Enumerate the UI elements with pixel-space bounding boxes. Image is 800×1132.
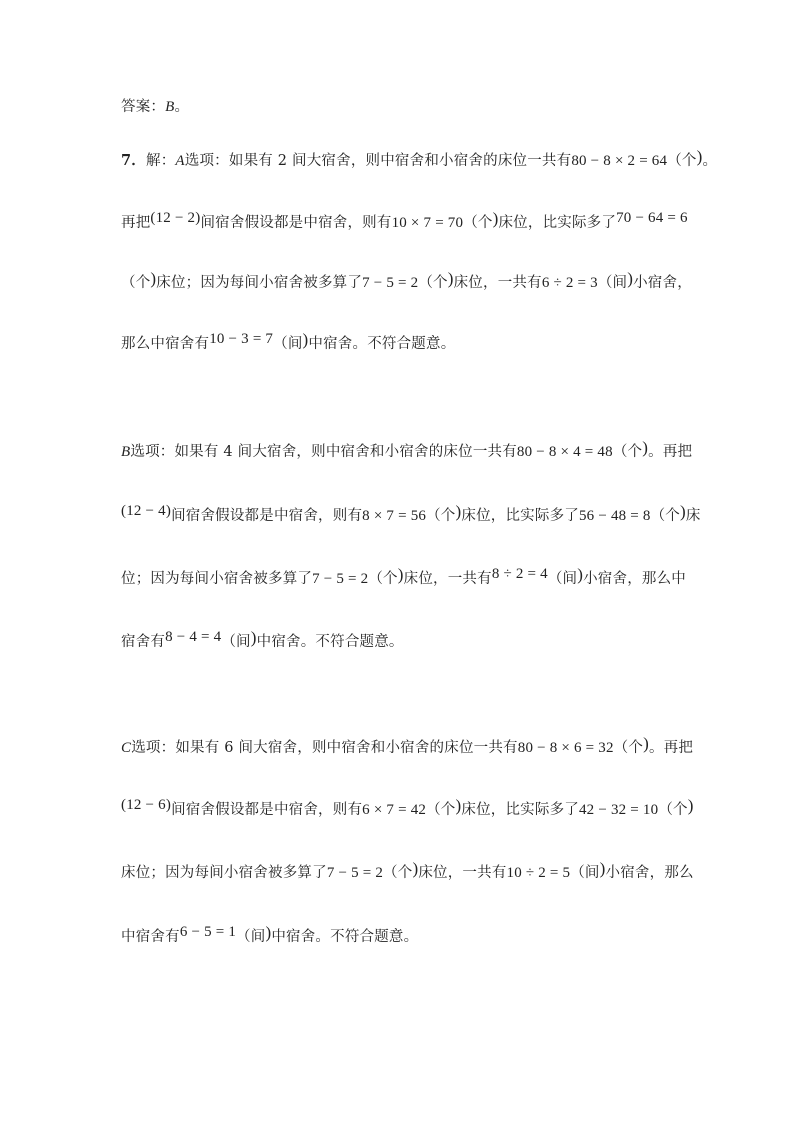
math-expression: 8 − 4 = 4: [165, 629, 222, 645]
math-expression: 80 − 8 × 4 = 48: [516, 444, 613, 460]
paren: ): [455, 502, 462, 521]
text: 。: [702, 153, 718, 169]
text: 间宿舍假设都是中宿舍，则有: [171, 802, 363, 818]
text: 床位，一共有: [418, 865, 507, 881]
paren: ): [627, 269, 634, 288]
math-expression: 42 − 32 = 10: [578, 802, 659, 818]
text: 中宿舍。不符合题意。: [308, 336, 456, 352]
paren: ): [492, 209, 499, 228]
option-c-line-3: [121, 859, 721, 883]
text: 选项：如果有 2 间大宿舍，则中宿舍和小宿舍的床位一共有: [184, 153, 572, 169]
unit: （个: [667, 153, 697, 169]
math-expression: 6 × 7 = 42: [362, 802, 427, 818]
text: 选项：如果有 4 间大宿舍，则中宿舍和小宿舍的床位一共有: [130, 444, 517, 460]
option-c-line-4: [121, 923, 721, 947]
text: 床: [685, 508, 701, 524]
paren: ): [447, 269, 454, 288]
text: 小宿舍，那么中: [583, 571, 687, 587]
option-c-line-2: [121, 796, 721, 820]
text: 位；因为每间小宿舍被多算了: [121, 571, 313, 587]
option-letter: A: [175, 153, 185, 169]
option-letter: B: [121, 444, 131, 460]
answer-label: 答案：: [121, 99, 166, 115]
unit: （间: [570, 865, 600, 881]
option-a-line-2: [121, 209, 721, 233]
unit: （间: [597, 275, 628, 291]
option-a-line-3: [121, 269, 721, 293]
text: 床位，比实际多了: [461, 508, 579, 524]
text: 中宿舍有: [121, 929, 180, 945]
text: 床位；因为每间小宿舍被多算了: [121, 865, 327, 881]
unit: （个: [121, 275, 151, 291]
paren: ): [680, 502, 686, 521]
math-expression: 10 × 7 = 70: [391, 215, 464, 231]
solution-lead: 解：: [146, 153, 176, 169]
unit: （个: [612, 444, 643, 460]
math-expression: (12 − 4): [121, 503, 172, 519]
answer-line: [121, 97, 721, 117]
unit: （个: [426, 802, 456, 818]
text: 小宿舍，: [633, 275, 692, 291]
text: 间宿舍假设都是中宿舍，则有: [200, 215, 392, 231]
option-b-line-3: [121, 565, 721, 589]
text: 中宿舍。不符合题意。: [271, 929, 419, 945]
unit: （个: [383, 865, 413, 881]
paren: ): [302, 330, 309, 349]
paren: ): [397, 565, 404, 584]
option-a-line-4: [121, 330, 721, 354]
problem-number: 7．: [121, 152, 146, 169]
unit: （个: [650, 508, 681, 524]
text: 床位，比实际多了: [461, 802, 579, 818]
unit: （个: [613, 740, 644, 756]
option-b-line-4: [121, 628, 721, 652]
unit: （个: [418, 275, 448, 291]
unit: （个: [426, 508, 456, 524]
math-expression: 7 − 5 = 2: [362, 275, 419, 291]
paren: ): [577, 565, 584, 584]
unit: （个: [368, 571, 398, 587]
answer-value: B: [165, 99, 175, 115]
option-c-line-1: [121, 734, 721, 758]
math-expression: 7 − 5 = 2: [312, 571, 369, 587]
math-expression: 8 ÷ 2 = 4: [491, 566, 548, 582]
option-b-line-1: [121, 438, 721, 462]
unit: （间: [547, 571, 578, 587]
text: 床位；因为每间小宿舍被多算了: [156, 275, 363, 291]
answer-end: 。: [174, 99, 190, 115]
math-expression: 8 × 7 = 56: [362, 508, 427, 524]
text: 。再把: [648, 740, 694, 756]
paren: ): [150, 269, 157, 288]
option-letter: C: [121, 740, 132, 756]
paren: ): [687, 796, 694, 815]
text: 再把: [121, 215, 151, 231]
option-a-line-1: [121, 147, 721, 171]
unit: （个: [463, 215, 493, 231]
option-b-line-2: [121, 502, 721, 526]
text: 间宿舍假设都是中宿舍，则有: [171, 508, 363, 524]
text: 床位，一共有: [403, 571, 492, 587]
math-expression: (12 − 2): [150, 210, 201, 226]
math-expression: 80 − 8 × 6 = 32: [517, 740, 614, 756]
math-expression: 70 − 64 = 6: [616, 210, 688, 226]
math-expression: (12 − 6): [121, 797, 172, 813]
math-expression: 6 ÷ 2 = 3: [541, 275, 598, 291]
text: 小宿舍，那么: [605, 865, 694, 881]
paren: ): [412, 859, 419, 878]
text: 宿舍有: [121, 634, 166, 650]
paren: ): [599, 859, 606, 878]
paren: ): [643, 734, 649, 753]
text: 那么中宿舍有: [121, 336, 210, 352]
math-expression: 7 − 5 = 2: [326, 865, 384, 881]
text: 。再把: [648, 444, 693, 460]
text: 床位，比实际多了: [498, 215, 617, 231]
math-expression: 56 − 48 = 8: [578, 508, 651, 524]
unit: （个: [658, 802, 688, 818]
text: 中宿舍。不符合题意。: [256, 634, 404, 650]
paren: ): [642, 438, 649, 457]
paren: ): [265, 923, 272, 942]
unit: （间: [236, 929, 266, 945]
math-expression: 10 ÷ 2 = 5: [506, 865, 571, 881]
paren: ): [455, 796, 462, 815]
math-expression: 6 − 5 = 1: [179, 924, 237, 940]
text: 选项：如果有 6 间大宿舍，则中宿舍和小宿舍的床位一共有: [131, 740, 518, 756]
math-expression: 10 − 3 = 7: [209, 331, 274, 347]
unit: （间: [221, 634, 251, 650]
unit: （间: [273, 336, 303, 352]
text: 床位，一共有: [453, 275, 542, 291]
paren: ): [696, 147, 703, 166]
math-expression: 80 − 8 × 2 = 64: [571, 153, 668, 169]
paren: ): [250, 628, 257, 647]
